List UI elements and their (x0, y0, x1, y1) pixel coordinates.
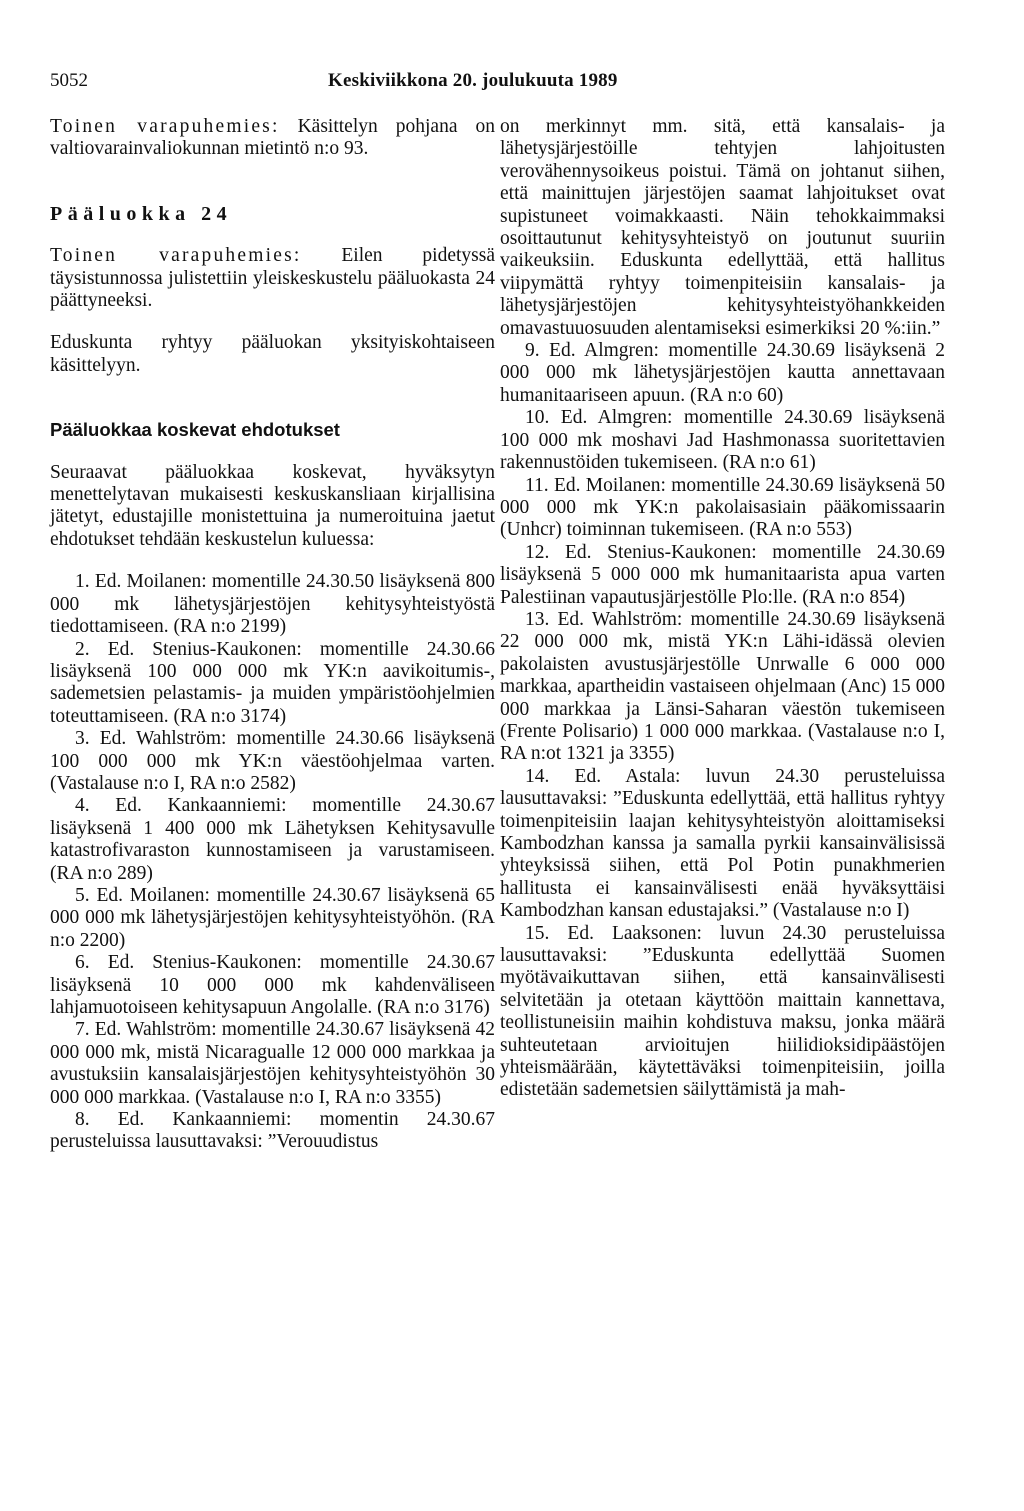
proposal-item: 1. Ed. Moilanen: momentille 24.30.50 lisäyksenä 800 000 mk lähetysjärjestöjen kehitysyhteistyöstä tiedottamiseen. (RA n:o 2199) (50, 571, 495, 638)
proposal-item: 14. Ed. Astala: luvun 24.30 perusteluissa lausuttavaksi: ”Eduskunta edellyttää, että hallitus ryhtyy toimenpiteisiin laajan kehitysyhteistyön aloittamiseksi Kambodzhan kanssa ja samalla pyrkii kansainvälisissä yhteyksissä siihen, että Pol Potin punakhmerien hallitusta ei kansainvälisesti enää hyväksyttäisi Kambodzhan kansan edustajaksi.” (Vastalause n:o I) (500, 765, 945, 922)
speaker-label: Toinen varapuhemies: (50, 245, 302, 267)
statement-text: Eilen pidetyssä täysistunnossa julistettiin yleiskeskustelu pääluokasta 24 päättyneeksi. (50, 245, 496, 312)
proposal-item: 2. Ed. Stenius-Kaukonen: momentille 24.30.66 lisäyksenä 100 000 000 mk YK:n aavikoitumis-, sademetsien pelastamis- ja muiden ympäristöohjelmien toteuttamiseen. (RA n:o 3174) (50, 638, 495, 727)
chair-statement-2 (50, 245, 495, 312)
proposal-item: 13. Ed. Wahlström: momentille 24.30.69 lisäyksenä 22 000 000 mk, mistä YK:n Lähi-idässä olevien pakolaisten avustusjärjestölle Unrwalle 6 000 000 markkaa, apartheidin vastaiseen ohjelmaan (Anc) 15 000 000 markkaa ja Länsi-Saharan väestön tukemiseen (Frente Polisario) 1 000 000 markkaa. (Vastalause n:o I, RA n:ot 1321 ja 3355) (500, 608, 945, 765)
proposals-subheading: Pääluokkaa koskevat ehdotukset (50, 419, 340, 441)
proposal-item: 11. Ed. Moilanen: momentille 24.30.69 lisäyksenä 50 000 000 mk YK:n pakolaisasiain pääkomissaarin (Unhcr) toiminnan tukemiseen. (RA n:o 553) (500, 474, 945, 541)
page-header (50, 70, 980, 100)
proposals-intro: Seuraavat pääluokkaa koskevat, hyväksytyn menettelytavan mukaisesti keskuskansliaan kirjallisina jätetyt, edustajille monistettuina ja numeroituina jaetut ehdotukset tehdään keskustelun kuluessa: (50, 461, 495, 550)
proposal-item: 4. Ed. Kankaanniemi: momentille 24.30.67 lisäyksenä 1 400 000 mk Lähetyksen Kehitysavulle katastrofivaraston kunnostamiseen ja varustamiseen. (RA n:o 289) (50, 795, 495, 884)
continuation-paragraph: on merkinnyt mm. sitä, että kansalais- ja lähetysjärjestöille tehtyjen lahjoitusten verovähennysoikeus poistui. Tämä on johtanut siihen, että mainittujen järjestöjen saamat lahjoitukset ovat supistuneet voimakkaasti. Näin tehokkaimmaksi osoittautunut kehitysyhteistyö on joutunut suuriin vaikeuksiin. Eduskunta edellyttää, että hallitus viipymättä ryhtyy toimenpiteisiin kansalais- ja lähetysjärjestöjen kehitysyhteistyöhankkeiden omavastuuosuuden alentamiseksi esimerkiksi 20 %:iin.” (500, 116, 945, 339)
proposal-item: 7. Ed. Wahlström: momentille 24.30.67 lisäyksenä 42 000 000 mk, mistä Nicaragualle 12 000 000 markkaa ja avustuksiin kansalaisjärjestöjen kehitysyhteistyöhön 30 000 000 markkaa. (Vastalause n:o I, RA n:o 3355) (50, 1019, 495, 1108)
proposal-item: 12. Ed. Stenius-Kaukonen: momentille 24.30.69 lisäyksenä 5 000 000 mk humanitaarista apua varten Palestiinan vapautusjärjestölle Plo:lle. (RA n:o 854) (500, 541, 945, 608)
proposal-item: 10. Ed. Almgren: momentille 24.30.69 lisäyksenä 100 000 mk moshavi Jad Hashmonassa suoritettavien rakennustöiden tukemiseen. (RA n:o 61) (500, 407, 945, 474)
proposal-item: 9. Ed. Almgren: momentille 24.30.69 lisäyksenä 2 000 000 mk lähetysjärjestöjen kautta annettavaan humanitaariseen apuun. (RA n:o 60) (500, 340, 945, 406)
right-column (500, 116, 945, 1102)
proposal-item: 5. Ed. Moilanen: momentille 24.30.67 lisäyksenä 65 000 000 mk lähetysjärjestöjen kehitysyhteistyöhön. (RA n:o 2200) (50, 884, 495, 951)
section-heading: Pääluokka 24 (50, 202, 233, 225)
statement-text: Käsittelyn pohjana on valtiovarainvaliokunnan mietintö n:o 93. (50, 116, 495, 160)
chair-statement-1 (50, 116, 495, 161)
statement-paragraph: Eduskunta ryhtyy pääluokan yksityiskohtaiseen käsittelyyn. (50, 332, 495, 376)
speaker-label: Toinen varapuhemies: (50, 116, 280, 137)
left-column (50, 116, 495, 1154)
header-date: Keskiviikkona 20. joulukuuta 1989 (328, 70, 618, 91)
page-number: 5052 (50, 70, 88, 91)
proposal-item: 6. Ed. Stenius-Kaukonen: momentille 24.30.67 lisäyksenä 10 000 000 mk kahdenväliseen lahjamuotoiseen kehitysapuun Angolalle. (RA n:o 3176) (50, 952, 495, 1018)
proposal-item: 15. Ed. Laaksonen: luvun 24.30 perusteluissa lausuttavaksi: ”Eduskunta edellyttää Suomen myötävaikuttavan siihen, että kansainvälisesti selvitetään ja otetaan käyttöön maittain kannettava, teollistuneisiin maihin kohdistuva maksu, jonka määrä suhteutetaan arvioitujen hiilidioksidipäästöjen yhteismäärään, käytettäväksi toimenpiteisiin, joilla edistetään sademetsien säilyttämistä ja mah- (500, 922, 945, 1101)
proposal-item: 8. Ed. Kankaanniemi: momentin 24.30.67 perusteluissa lausuttavaksi: ”Verouudistus (50, 1109, 495, 1153)
proposal-item: 3. Ed. Wahlström: momentille 24.30.66 lisäyksenä 100 000 000 mk YK:n väestöohjelmaa varten. (Vastalause n:o I, RA n:o 2582) (50, 728, 495, 794)
